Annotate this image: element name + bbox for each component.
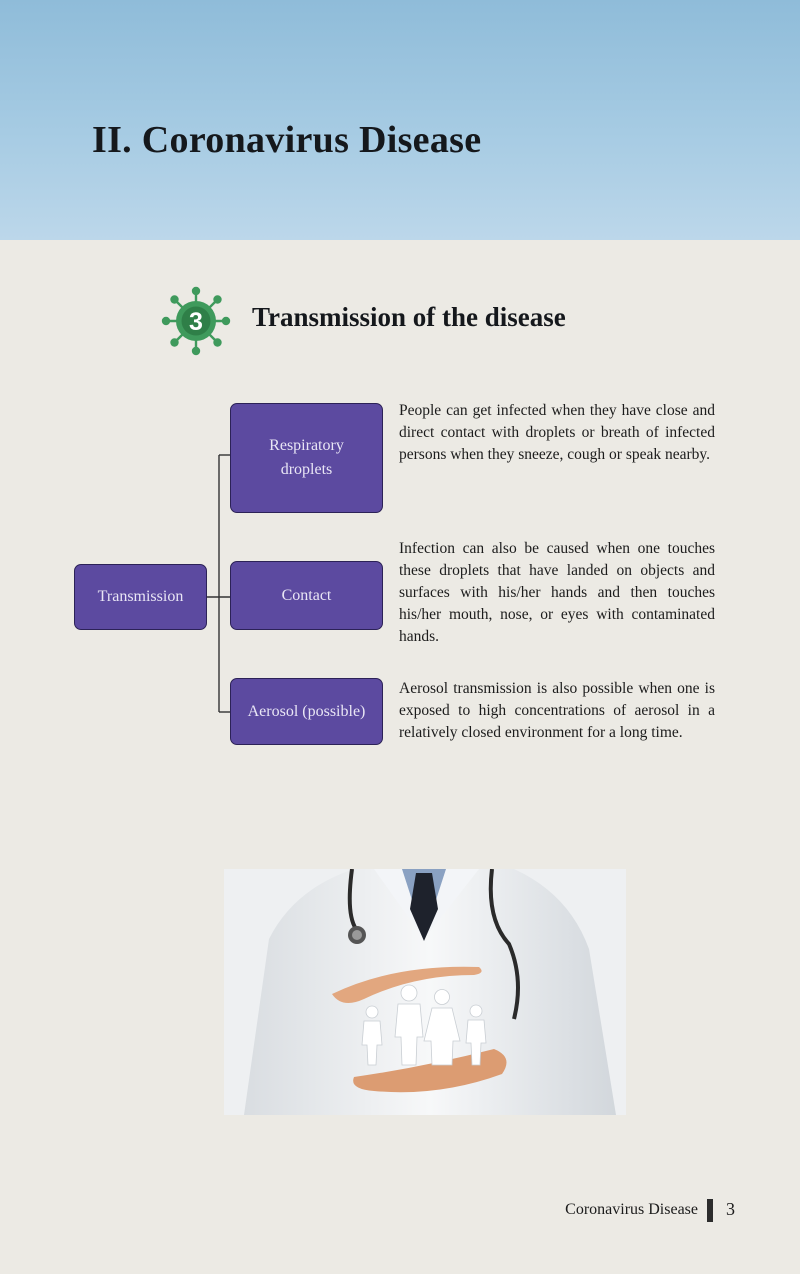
contact-description: Infection can also be caused when one touches these droplets that have landed on objects and surfaces with his/her hands and then touches his/her mouth, nose, or eyes with contaminated hands. (399, 540, 715, 645)
aerosol-description: Aerosol transmission is also possible when one is exposed to high concentrations of aerosol in a relatively closed environment for a long time. (399, 680, 715, 741)
contact-node (230, 561, 383, 630)
aerosol-node (230, 678, 383, 745)
respiratory-description: People can get infected when they have close and direct contact with droplets or breath of infected persons when they sneeze, cough or speak nearby. (399, 402, 715, 463)
contact-label: Contact (281, 586, 332, 604)
respiratory-droplets-node (230, 403, 383, 513)
doctor-family-photo (224, 869, 626, 1115)
chapter-title: II. Coronavirus Disease (92, 119, 482, 161)
footer-running-title: Coronavirus Disease (565, 1201, 698, 1218)
transmission-node (74, 564, 207, 630)
transmission-label: Transmission (97, 588, 184, 605)
respiratory-label-line-1: Respiratory (269, 437, 344, 454)
section-heading (160, 286, 680, 356)
footer-divider-bar (707, 1199, 713, 1222)
page-number: 3 (726, 1199, 735, 1219)
aerosol-label: Aerosol (possible) (247, 702, 366, 720)
virus-icon (160, 286, 232, 356)
section-number: 3 (189, 308, 203, 336)
respiratory-label-line-2: droplets (280, 461, 333, 478)
section-title: Transmission of the disease (252, 302, 566, 332)
